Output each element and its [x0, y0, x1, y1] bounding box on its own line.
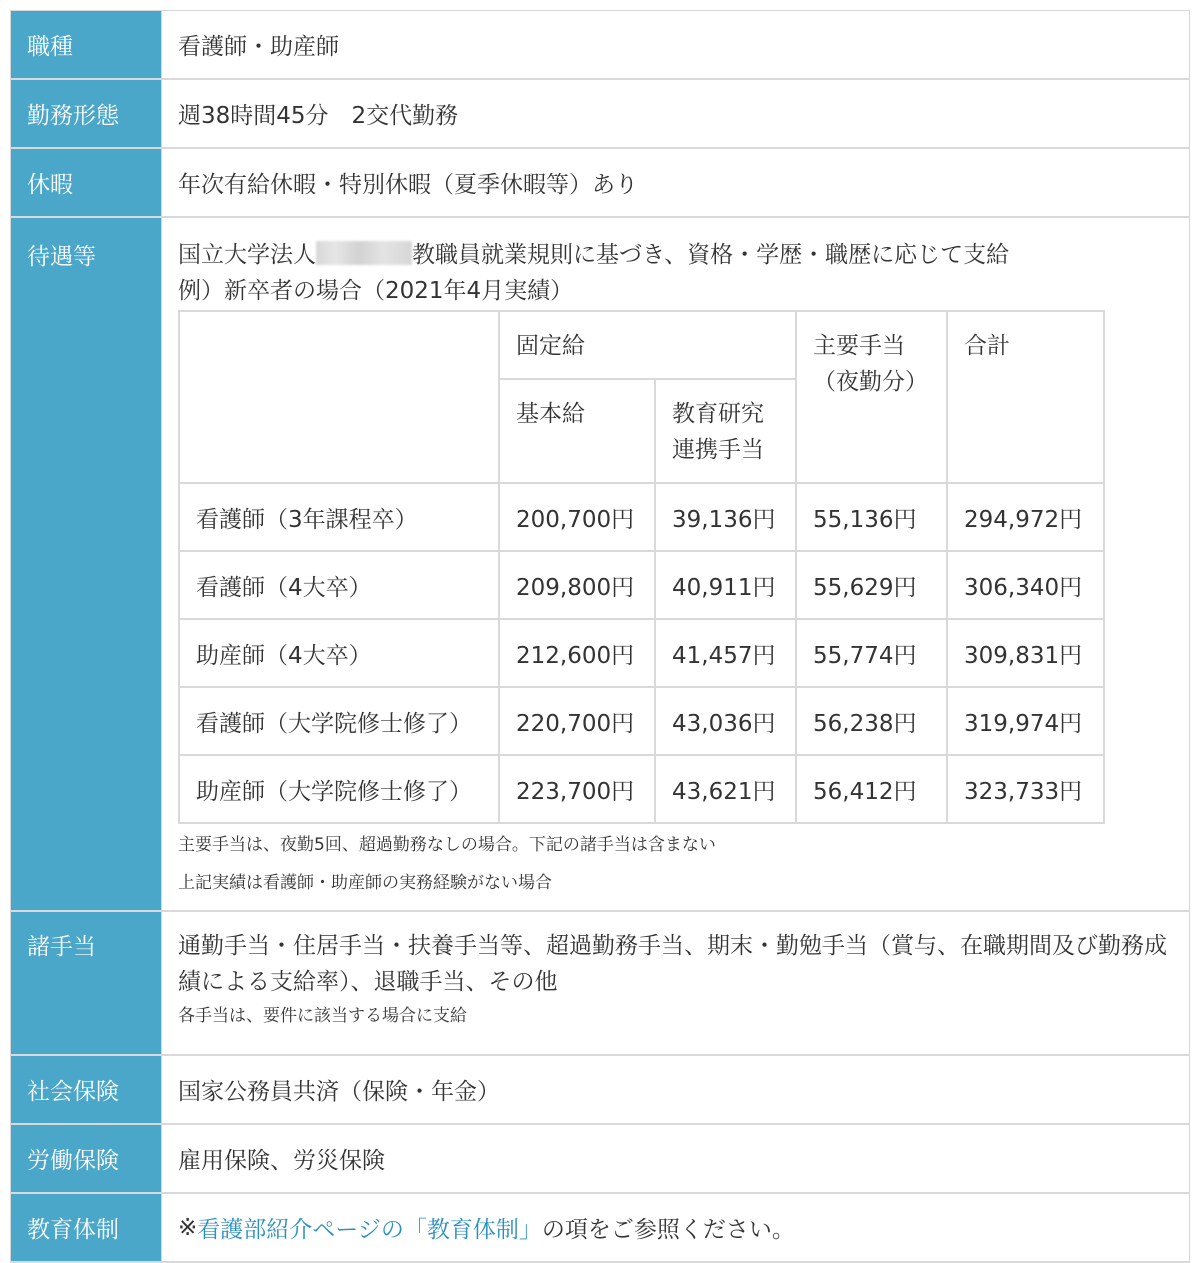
header-edu-line-1: 教育研究: [672, 401, 764, 427]
row-value: 国家公務員共済（保険・年金）: [161, 1056, 1189, 1123]
treatment-line-1-prefix: 国立大学法人: [178, 242, 316, 268]
row-holiday: [11, 149, 1189, 218]
redacted-name: [316, 241, 412, 265]
cell-base: 200,700円: [499, 483, 655, 551]
table-row: [179, 483, 1104, 551]
row-label: 休暇: [11, 149, 161, 216]
cell-base: 212,600円: [499, 619, 655, 687]
cell-main: 55,629円: [796, 551, 947, 619]
header-main-line-2: （夜勤分）: [813, 369, 928, 395]
row-allowances: [11, 912, 1189, 1056]
table-row: [179, 551, 1104, 619]
row-education-system: [11, 1194, 1189, 1263]
row-label: 勤務形態: [11, 80, 161, 147]
header-edu-line-2: 連携手当: [672, 437, 764, 463]
treatment-note-2: 上記実績は看護師・助産師の実務経験がない場合: [178, 873, 552, 893]
header-main-line-1: 主要手当: [813, 333, 905, 359]
treatment-line-1: [178, 237, 1173, 273]
cell-base: 223,700円: [499, 755, 655, 823]
treatment-line-1-suffix: 教職員就業規則に基づき、資格・学歴・職歴に応じて支給: [412, 242, 1010, 268]
cell-main: 56,238円: [796, 687, 947, 755]
row-value: 週38時間45分 2交代勤務: [161, 80, 1189, 147]
row-value: 雇用保険、労災保険: [161, 1125, 1189, 1192]
salary-table: [178, 310, 1105, 824]
treatment-line-2: 例）新卒者の場合（2021年4月実績）: [178, 278, 574, 304]
treatment-note-1: 主要手当は、夜勤5回、超過勤務なしの場合。下記の諸手当は含まない: [178, 835, 716, 855]
row-value: 年次有給休暇・特別休暇（夏季休暇等）あり: [161, 149, 1189, 216]
row-value: 看護師・助産師: [161, 11, 1189, 78]
recruitment-info-table: [10, 10, 1190, 1263]
cell-name: 看護師（4大卒）: [179, 551, 499, 619]
cell-main: 55,136円: [796, 483, 947, 551]
header-fixed-pay: 固定給: [499, 311, 796, 379]
cell-name: 看護師（大学院修士修了）: [179, 687, 499, 755]
cell-name: 助産師（大学院修士修了）: [179, 755, 499, 823]
cell-base: 220,700円: [499, 687, 655, 755]
cell-edu: 43,621円: [655, 755, 796, 823]
header-empty-cell: [179, 311, 499, 483]
header-edu-allowance: [655, 379, 796, 483]
reference-suffix: の項をご参照ください。: [541, 1217, 795, 1243]
row-labor-insurance: [11, 1125, 1189, 1194]
row-label: 諸手当: [11, 912, 161, 1054]
reference-mark: ※: [178, 1214, 198, 1241]
table-row: [179, 755, 1104, 823]
header-total: 合計: [947, 311, 1104, 483]
row-social-insurance: [11, 1056, 1189, 1125]
row-label: 待遇等: [11, 218, 161, 910]
cell-name: 看護師（3年課程卒）: [179, 483, 499, 551]
row-label: 教育体制: [11, 1194, 161, 1261]
row-treatment: [11, 218, 1189, 912]
cell-total: 306,340円: [947, 551, 1104, 619]
row-work-style: [11, 80, 1189, 149]
cell-total: 323,733円: [947, 755, 1104, 823]
header-base-pay: 基本給: [499, 379, 655, 483]
row-job-type: [11, 11, 1189, 80]
row-value: [161, 912, 1189, 1054]
cell-edu: 39,136円: [655, 483, 796, 551]
allowances-text: 通勤手当・住居手当・扶養手当等、超過勤務手当、期末・勤勉手当（賞与、在職期間及び勤務成績による支給率）、退職手当、その他: [178, 933, 1167, 995]
row-label: 職種: [11, 11, 161, 78]
row-value: [161, 218, 1189, 910]
row-value: [161, 1194, 1189, 1261]
table-row: [179, 619, 1104, 687]
allowances-note: 各手当は、要件に該当する場合に支給: [178, 1006, 467, 1026]
cell-edu: 40,911円: [655, 551, 796, 619]
cell-base: 209,800円: [499, 551, 655, 619]
cell-main: 56,412円: [796, 755, 947, 823]
row-label: 社会保険: [11, 1056, 161, 1123]
row-label: 労働保険: [11, 1125, 161, 1192]
cell-name: 助産師（4大卒）: [179, 619, 499, 687]
cell-total: 319,974円: [947, 687, 1104, 755]
table-row: [179, 687, 1104, 755]
education-system-link[interactable]: 看護部紹介ページの「教育体制」: [197, 1217, 542, 1243]
cell-main: 55,774円: [796, 619, 947, 687]
cell-edu: 43,036円: [655, 687, 796, 755]
header-main-allowance: [796, 311, 947, 483]
cell-edu: 41,457円: [655, 619, 796, 687]
cell-total: 309,831円: [947, 619, 1104, 687]
cell-total: 294,972円: [947, 483, 1104, 551]
salary-header-row-1: [179, 311, 1104, 379]
